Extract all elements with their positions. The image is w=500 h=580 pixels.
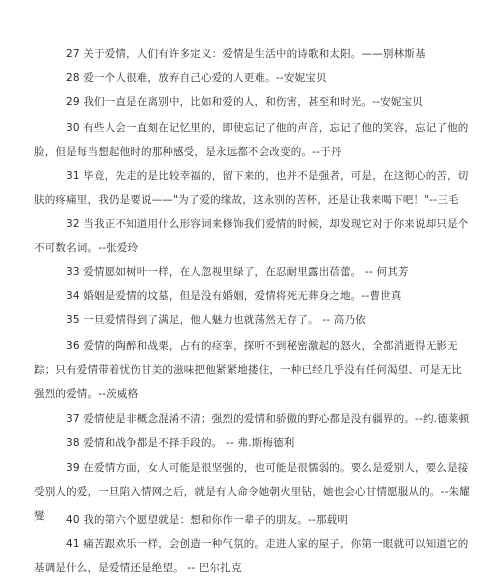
quote-34: 34 婚姻是爱情的坟墓，但是没有婚姻，爱情将死无葬身之地。--曹世真 [66,290,402,302]
quote-32: 32 当我正不知道用什么形容词来修饰我们爱情的时候，却发现它对于你来说却只是个不可数名词。--张爱玲 [34,218,469,254]
quote-36: 36 爱情的陶醉和战栗，占有的痉挛，探听不到秘密激起的怒火，全都消逝得无影无踪；只有爱情带着忧伤甘美的滋味把他紧紧地搂住，一种已经几乎没有任何渴望、可是无比强烈的爱情。--茨威格 [34,340,462,400]
quote-38: 38 爱情和战争都是不择手段的。 -- 弗.斯梅德利 [66,437,295,449]
quote-40: 40 我的第六个愿望就是：想和你作一辈子的朋友。--那载明 [66,514,349,526]
quote-33: 33 爱情愿如树叶一样，在人忽视里绿了，在忍耐里露出蓓蕾。 -- 何其芳 [66,266,409,278]
quote-39: 39 在爱情方面，女人可能是很坚强的，也可能是很懦弱的。要么是爱别人，要么是接受别人的爱，一旦陷入情网之后，就是有人命令她朝火里钻，她也会心甘情愿服从的。--朱耀燮 [34,462,470,522]
quote-29: 29 我们一直是在离别中，比如和爱的人，和伤害，甚至和时光。--安妮宝贝 [66,96,423,108]
quote-35: 35 一旦爱情得到了满足，他人魅力也就荡然无存了。 -- 高乃依 [66,314,366,326]
quote-37: 37 爱情使是非概念混淆不清；强烈的爱情和骄傲的野心都是没有疆界的。--约.德莱顿 [66,413,470,425]
quote-41: 41 痛苦跟欢乐一样，会创造一种气氛的。走进人家的屋子，你第一眼就可以知道它的基调是什么，是爱情还是绝望。 -- 巴尔扎克 [34,538,469,574]
quote-31: 31 毕竟，先走的是比较幸福的，留下来的，也并不是强者，可是，在这彻心的苦，切肤的疼痛里，我仍是要说——"为了爱的缘故，这永别的苦杯，还是让我来喝下吧！"--三毛 [34,170,469,206]
quote-28: 28 爱一个人很难，放弃自己心爱的人更难。--安妮宝贝 [66,72,327,84]
quote-30: 30 有些人会一直刻在记忆里的，即使忘记了他的声音，忘记了他的笑容，忘记了他的脸，但是每当想起他时的那种感受，是永远都不会改变的。--于丹 [34,122,469,158]
quote-27: 27 关于爱情，人们有许多定义：爱情是生活中的诗歌和太阳。——别林斯基 [66,48,426,60]
